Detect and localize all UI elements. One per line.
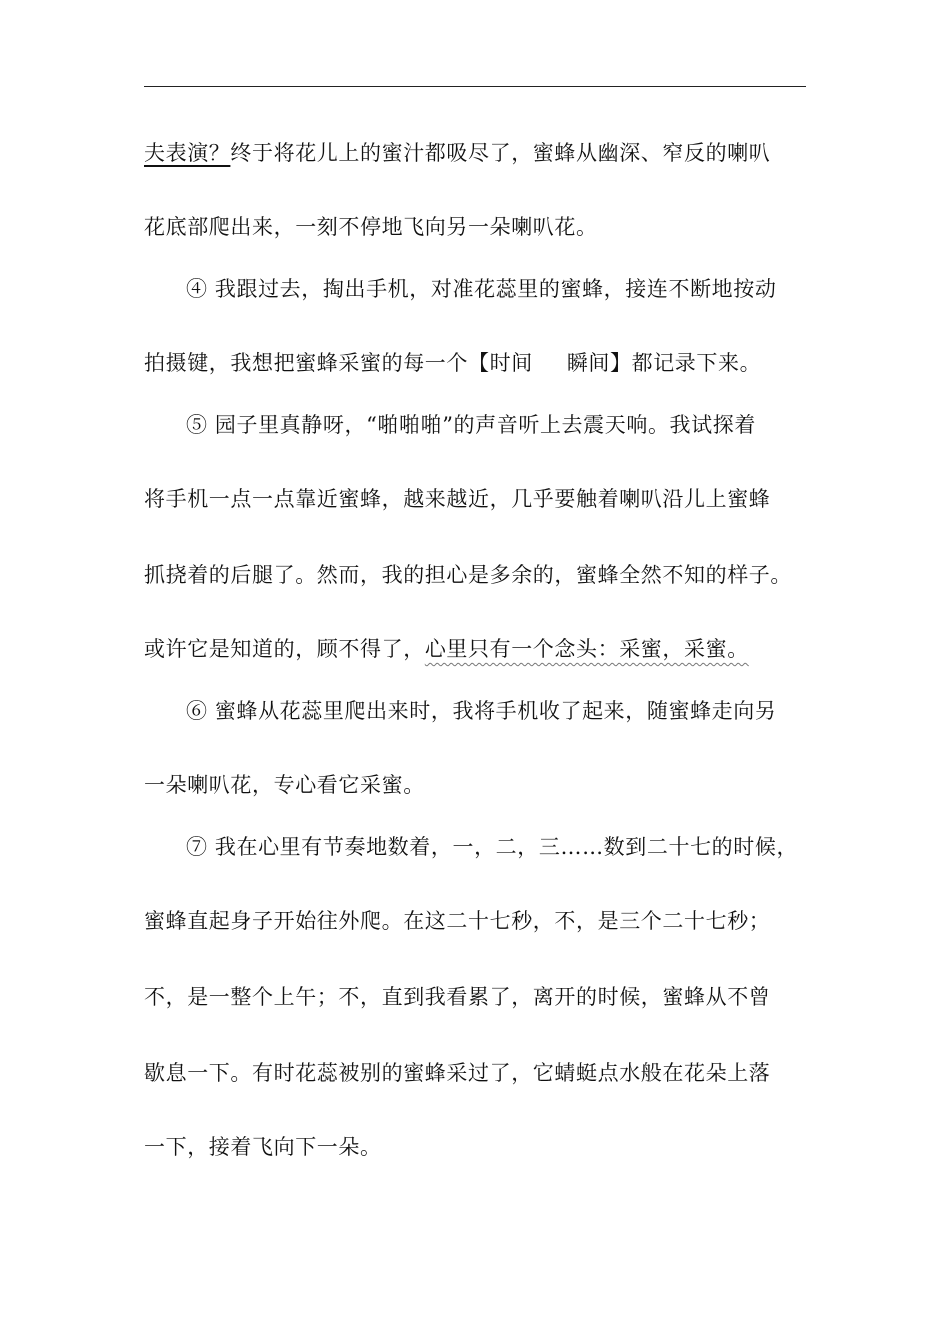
line-text: 终于将花儿上的蜜汁都吸尽了，蜜蜂从幽深、窄反的喇叭 (230, 141, 771, 165)
wavy-underlined-phrase: 心里只有一个念头：采蜜，采蜜。 (424, 637, 749, 661)
text-line (144, 634, 824, 664)
text-line: 不，是一整个上午；不，直到我看累了，离开的时候，蜜蜂从不曾 (144, 985, 771, 1009)
line-text: 拍摄键，我想把蜜蜂采蜜的每一个【时间 (144, 351, 533, 375)
paragraph-7-start: ⑦ 我在心里有节奏地数着，一，二，三……数到二十七的时候， (186, 835, 799, 859)
text-line: 花底部爬出来，一刻不停地飞向另一朵喇叭花。 (144, 215, 598, 239)
paragraph-6-start: ⑥ 蜜蜂从花蕊里爬出来时，我将手机收了起来，随蜜蜂走向另 (186, 699, 777, 723)
text-line: 歇息一下。有时花蕊被别的蜜蜂采过了，它蜻蜓点水般在花朵上落 (144, 1061, 771, 1085)
text-line: 将手机一点一点靠近蜜蜂，越来越近，几乎要触着喇叭沿儿上蜜蜂 (144, 487, 771, 511)
line-text: 或许它是知道的，顾不得了， (144, 637, 425, 661)
text-line: 抓挠着的后腿了。然而，我的担心是多余的，蜜蜂全然不知的样子。 (144, 563, 792, 587)
paragraph-5-start: ⑤ 园子里真静呀，“啪啪啪”的声音听上去震天响。我试探着 (186, 413, 756, 437)
text-line (144, 348, 824, 378)
text-line: 一朵喇叭花，专心看它采蜜。 (144, 773, 425, 797)
text-line (144, 138, 824, 168)
text-line: 蜜蜂直起身子开始往外爬。在这二十七秒，不，是三个二十七秒； (144, 909, 771, 933)
underlined-phrase: 夫表演？ (144, 141, 231, 165)
text-line: 一下，接着飞向下一朵。 (144, 1135, 382, 1159)
header-rule (144, 86, 806, 87)
paragraph-4-start: ④ 我跟过去，掏出手机，对准花蕊里的蜜蜂，接连不断地按动 (186, 277, 777, 301)
line-text: 瞬间】都记录下来。 (566, 351, 762, 375)
